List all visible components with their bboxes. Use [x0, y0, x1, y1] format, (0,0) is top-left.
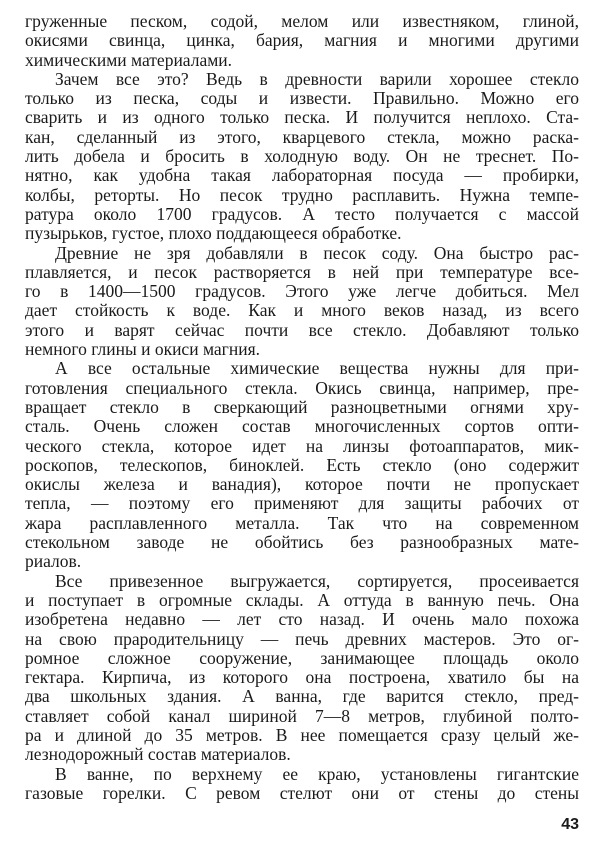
text-line: ромное сложное сооружение, занимающее площадь около — [25, 648, 579, 668]
page-number: 43 — [561, 816, 579, 833]
text-line: вращает стекло в сверкающий разноцветными огнями хру- — [25, 397, 579, 417]
text-line: го в 1400—1500 градусов. Этого уже легче добиться. Мел — [25, 282, 579, 302]
text-line: газовые горелки. С ревом стелют они от стены до стены — [25, 783, 579, 803]
text-line: кан, сделанный из этого, кварцевого стекла, можно раска- — [25, 127, 579, 147]
text-line: этого и варят сейчас почти все стекло. Добавляют только — [25, 320, 579, 340]
text-line: жара расплавленного металла. Так что на современном — [25, 513, 579, 533]
text-line: ра и длиной до 35 метров. В нее помещается сразу целый же- — [25, 725, 579, 745]
text-line: окислы железа и ванадия), которое почти не пропускает — [25, 475, 579, 495]
text-line: гектара. Кирпича, из которого она построена, хватило бы на — [25, 668, 579, 688]
text-line: А все остальные химические вещества нужны для при- — [55, 359, 579, 379]
text-line: пузырьков, густое, плохо поддающееся обработке. — [25, 224, 402, 244]
text-line: на свою прародительницу — печь древних мастеров. Это ог- — [25, 629, 579, 649]
text-line: изобретена недавно — лет сто назад. И очень мало похожа — [25, 610, 579, 630]
text-line: стекольном заводе не обойтись без разнообразных мате- — [25, 533, 579, 553]
text-line: химическими материалами. — [25, 50, 233, 70]
text-line: В ванне, по верхнему ее краю, установлены гигантские — [55, 764, 579, 784]
text-line: лить добела и бросить в холодную воду. Он не треснет. По- — [25, 147, 579, 167]
text-line: готовления специального стекла. Окись свинца, например, пре- — [25, 378, 579, 398]
text-line: роскопов, телескопов, биноклей. Есть стекло (оно содержит — [25, 455, 579, 475]
text-line: окисями свинца, цинка, бария, магния и многими другими — [25, 31, 579, 51]
text-line: ратура около 1700 градусов. А тесто получается с массой — [25, 204, 579, 224]
text-line: сварить и из одного только песка. И получится неплохо. Ста- — [25, 108, 579, 128]
text-line: немного глины и окиси магния. — [25, 340, 260, 360]
text-line: колбы, реторты. Но песок трудно расплавить. Нужна темпе- — [25, 185, 579, 205]
text-line: сталь. Очень сложен состав многочисленных сортов опти- — [25, 417, 579, 437]
text-line: дает стойкость к воде. Как и много веков назад, из всего — [25, 301, 579, 321]
page-body-text — [25, 12, 579, 803]
text-line: Древние не зря добавляли в песок соду. Она быстро рас- — [55, 243, 579, 263]
text-line: Зачем все это? Ведь в древности варили хорошее стекло — [55, 69, 579, 89]
text-line: ческого стекла, которое идет на линзы фотоаппаратов, мик- — [25, 436, 579, 456]
text-line: нятно, как удобна такая лабораторная посуда — пробирки, — [25, 166, 579, 186]
text-line: тепла, — поэтому его применяют для защиты рабочих от — [25, 494, 579, 514]
text-line: груженные песком, содой, мелом или известняком, глиной, — [25, 12, 579, 31]
text-line: лезнодорожный состав материалов. — [25, 745, 291, 765]
text-line: два школьных здания. А ванна, где варится стекло, пред- — [25, 687, 579, 707]
text-line: только из песка, соды и извести. Правильно. Можно его — [25, 89, 579, 109]
text-line: Все привезенное выгружается, сортируется, просеивается — [55, 571, 579, 591]
text-line: риалов. — [25, 552, 82, 572]
text-line: ставляет собой канал шириной 7—8 метров, глубиной полто- — [25, 706, 579, 726]
text-line: и поступает в огромные склады. А оттуда в ванную печь. Она — [25, 590, 579, 610]
text-line: плавляется, и песок растворяется в ней при температуре все- — [25, 262, 579, 282]
